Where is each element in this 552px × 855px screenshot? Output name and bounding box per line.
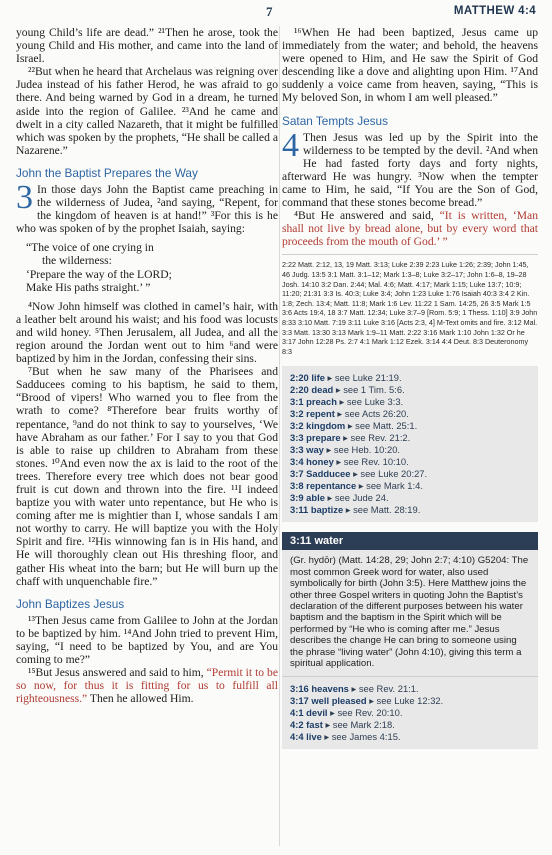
word-study-see: see Rev. 10:10.: [343, 456, 409, 468]
word-study-see: see Luke 12:32.: [376, 695, 444, 707]
word-study-see: see Rev. 21:1.: [358, 683, 419, 695]
arrow-icon: ▸: [327, 707, 338, 719]
word-study-word: preach: [306, 396, 337, 408]
words-of-jesus: “It is written, ‘Man shall not live by bread alone, but by every word that proceeds from the mouth of God.’ ”: [282, 209, 539, 249]
arrow-icon: ▸: [321, 731, 332, 743]
word-study-item: [290, 480, 530, 492]
word-study-see: see Acts 26:20.: [344, 408, 409, 420]
word-study-see: see 1 Tim. 5:6.: [343, 384, 405, 396]
word-study-word: able: [306, 492, 325, 504]
word-study-word: heavens: [311, 683, 349, 695]
word-study-item: [290, 372, 530, 384]
right-column: [282, 26, 538, 749]
word-study-see: see Matt. 28:19.: [353, 504, 421, 516]
word-study-word: kingdom: [306, 420, 346, 432]
word-study-ref: 3:7: [290, 468, 304, 480]
word-study-item: [290, 384, 530, 396]
word-study-item: [290, 444, 530, 456]
arrow-icon: ▸: [340, 432, 351, 444]
chapter-4-opening: [282, 126, 538, 210]
word-study-ref: 3:9: [290, 492, 304, 504]
chapter-number-3: 3: [16, 178, 33, 216]
arrow-icon: ▸: [343, 504, 354, 516]
word-study-ref: 3:8: [290, 480, 304, 492]
verse-3-13: ¹³Then Jesus came from Galilee to John at the Jordan to be baptized by him. ¹⁴And John tried to prevent Him, saying, “I need to be baptized by You, and are You coming to me?”: [16, 613, 278, 667]
arrow-icon: ▸: [324, 372, 335, 384]
word-study-see: see Mark 2:18.: [332, 719, 395, 731]
word-study-ref: 3:17: [290, 695, 309, 707]
verse-4-4: [282, 209, 538, 248]
book-reference: MATTHEW 4:4: [453, 5, 536, 17]
word-study-word: dead: [311, 384, 334, 396]
verse-2-21: young Child’s life are dead.” ²¹Then he arose, took the young Child and His mother, and came into the land of Israel.: [16, 26, 278, 66]
arrow-icon: ▸: [336, 396, 347, 408]
chapter-number-4: 4: [282, 126, 299, 164]
word-study-item: [290, 432, 530, 444]
word-study-item: [290, 396, 530, 408]
word-study-see: see Heb. 10:20.: [333, 444, 401, 456]
word-study-see: see Mark 1:4.: [366, 480, 423, 492]
verse-text: ⁴But He answered and said,: [294, 209, 434, 223]
word-study-item: [290, 456, 530, 468]
verse-3-7: ⁷But when he saw many of the Pharisees and Sadducees coming to his baptism, he said to them, “Brood of vipers! Who warned you to flee from the wrath to come? ⁸Therefore bear fruits worthy of repentance, ⁹and do not think to say to yourselves, ‘We have Abraham as our father.’ For I say to you that God is able to raise up children to Abraham from these stones. ¹⁰And even now the ax is laid to the root of the trees. Therefore every tree which does not bear good fruit is cut down and thrown into the fire. ¹¹I indeed baptize you with water unto repentance, but He who is coming after me is mightier than I, whose sandals I am not worthy to carry. He will baptize you with the Holy Spirit and fire. ¹²His winnowing fan is in His hand, and He will thoroughly clean out His threshing floor, and gather His wheat into the barn; but He will burn up the chaff with unquenchable fire.”: [16, 365, 278, 588]
word-study-ref: 3:3: [290, 444, 304, 456]
arrow-icon: ▸: [322, 719, 333, 731]
word-study-word: life: [311, 372, 325, 384]
poem-line: ‘Prepare the way of the LORD;: [26, 267, 172, 281]
section-heading-john-baptist: John the Baptist Prepares the Way: [16, 165, 198, 180]
word-study-item: [290, 408, 530, 420]
section-heading-john-baptizes: John Baptizes Jesus: [16, 596, 125, 611]
word-study-item: [290, 707, 530, 719]
word-study-ref: 3:16: [290, 683, 309, 695]
verse-text: Then he allowed Him.: [89, 692, 194, 706]
arrow-icon: ▸: [334, 408, 345, 420]
word-study-ref: 3:3: [290, 432, 304, 444]
word-study-word: fast: [306, 719, 323, 731]
word-study-ref: 4:4: [290, 731, 304, 743]
page-number: 7: [266, 4, 273, 19]
arrow-icon: ▸: [333, 384, 344, 396]
word-study-see: see Luke 21:19.: [334, 372, 402, 384]
word-study-see: see Jude 24.: [334, 492, 389, 504]
column-divider: [279, 26, 280, 846]
word-study-word: well pleased: [311, 695, 367, 707]
word-study-item: [290, 468, 530, 480]
word-study-ref: 4:1: [290, 707, 304, 719]
arrow-icon: ▸: [324, 492, 335, 504]
verse-3-4: ⁴Now John himself was clothed in camel’s hair, with a leather belt around his waist; and his food was locusts and wild honey. ⁵Then Jerusalem, all Judea, and all the region around the Jordan went out to him ⁶and were baptized by him in the Jordan, confessing their sins.: [16, 299, 278, 366]
chapter-3-opening: [16, 178, 278, 236]
arrow-icon: ▸: [366, 695, 377, 707]
poem-line: Make His paths straight.’ ”: [26, 280, 151, 294]
word-study-ref: 3:2: [290, 420, 304, 432]
verse-3-16: ¹⁶When He had been baptized, Jesus came up immediately from the water; and behold, the heavens were opened to Him, and He saw the Spirit of God descending like a dove and alighting upon Him. ¹⁷And suddenly a voice came from heaven, saying, “This is My beloved Son, in whom I am well pleased.”: [282, 26, 538, 105]
word-study-item: [290, 695, 530, 707]
isaiah-quote: [26, 241, 278, 293]
arrow-icon: ▸: [333, 456, 344, 468]
word-study-see: see James 4:15.: [331, 731, 401, 743]
word-study-ref: 2:20: [290, 384, 309, 396]
word-study-ref: 3:11: [290, 504, 309, 516]
word-study-word: devil: [306, 707, 328, 719]
verse-3-15: [16, 666, 278, 705]
word-study-word: repent: [306, 408, 335, 420]
word-study-title: 3:11 water: [282, 532, 538, 550]
word-study-item: [290, 731, 530, 743]
verse-2-22: ²²But when he heard that Archelaus was reigning over Judea instead of his father Herod, he was afraid to go there. And being warned by God in a dream, he turned aside into the region of Galilee. ²³And he came and dwelt in a city called Nazareth, that it might be fulfilled which was spoken by the prophets, “He shall be called a Nazarene.”: [16, 65, 278, 157]
arrow-icon: ▸: [356, 480, 367, 492]
word-study-list-2: [282, 676, 538, 749]
word-study-see: see Luke 20:27.: [360, 468, 428, 480]
poem-line: the wilderness:: [42, 254, 112, 268]
word-study-item: [290, 420, 530, 432]
word-study-ref: 3:4: [290, 456, 304, 468]
word-study-word: way: [306, 444, 324, 456]
arrow-icon: ▸: [350, 468, 361, 480]
arrow-icon: ▸: [345, 420, 356, 432]
word-study-body: (Gr. hydōr) (Matt. 14:28, 29; John 2:7; 4:10) G5204: The most common Greek word for water, also used symbolically for birth (John 3:5). Here Matthew joins the other three Gospel writers in quoting John the Baptist’s declaration of the different purposes between his water baptism and the baptism in the Spirit which will be performed by “He who is coming after me.” Jesus describes the change He can bring to someone using the phrase “living water” (John 4:10), giving this term a spiritual application.: [282, 550, 538, 676]
words-of-jesus: “Permit it to be so now, for thus it is fitting for us to fulfill all righteousness.”: [16, 666, 278, 706]
word-study-ref: 3:2: [290, 408, 304, 420]
verse-3-1: In those days John the Baptist came preaching in the wilderness of Judea, ²and saying, “Repent, for the kingdom of heaven is at hand!” ³For this is he who was spoken of by the prophet Isaiah, saying:: [16, 182, 278, 236]
section-heading-satan-tempts: Satan Tempts Jesus: [282, 113, 389, 128]
word-study-word: honey: [306, 456, 334, 468]
word-study-word: baptize: [310, 504, 344, 516]
word-study-item: [290, 719, 530, 731]
word-study-ref: 4:2: [290, 719, 304, 731]
page-header: [0, 0, 552, 22]
arrow-icon: ▸: [348, 683, 359, 695]
word-study-item: [290, 492, 530, 504]
word-study-word: Sadducee: [306, 468, 351, 480]
word-study-word: repentance: [306, 480, 357, 492]
word-study-word: live: [306, 731, 322, 743]
word-study-see: see Luke 3:3.: [346, 396, 404, 408]
word-study-ref: 3:1: [290, 396, 304, 408]
word-study-item: [290, 504, 530, 516]
verse-4-1: Then Jesus was led up by the Spirit into the wilderness to be tempted by the devil. ²And when He had fasted forty days and forty nights, afterward He was hungry. ³Now when the tempter came to Him, he said, “If You are the Son of God, command that these stones become bread.”: [282, 130, 538, 210]
verse-text: ¹⁵But Jesus answered and said to him,: [28, 666, 204, 680]
word-study-word: prepare: [306, 432, 341, 444]
word-study-list: [282, 366, 538, 522]
word-study-item: [290, 683, 530, 695]
cross-references: 2:22 Matt. 2:12, 13, 19 Matt. 3:13; Luke 2:39 2:23 Luke 1:26; 2:39; John 1:45, 46 Judg. 13:5 3:1 Matt. 3:1–12; Mark 1:3–8; Luke 3:2–17; John 1:6–8, 19–28 Josh. 14:10 3:2 Dan. 2:44; Mal. 4:6; Matt. 4:17; Mark 1:15; Luke 13:7; 10:9; 11:20; 21:31 3:3 Is. 40:3; Luke 3:4; John 1:23 Luke 1:76 Isaiah 40:3 3:4 2 Kin. 1:8; Zech. 13:4; Matt. 11:8; Mark 1:6 Lev. 11:22 1 Sam. 14:25, 26 3:5 Mark 1:5 3:6 Acts 19:4, 18 3:7 Matt. 12:34; Luke 3:7–9 [Rom. 5:9; 1 Thess. 1:10] 3:9 John 8:33 3:10 Matt. 7:19 3:11 Luke 3:16 [Acts 2:3, 4] M-Text omits and fire. 3:12 Mal. 3:3 Matt. 13:30 3:13 Mark 1:9–11 Matt. 2:22 3:16 Mark 1:10 John 1:32 Or he 3:17 John 12:28 Ps. 2:7 4:1 Mark 1:12 Ezek. 3:14 4:4 Deut. 8:3 Deuteronomy 8:3: [282, 254, 538, 356]
word-study-see: see Rev. 21:2.: [350, 432, 411, 444]
word-study-ref: 2:20: [290, 372, 309, 384]
word-study-see: see Rev. 20:10.: [337, 707, 403, 719]
arrow-icon: ▸: [323, 444, 334, 456]
word-study-see: see Matt. 25:1.: [355, 420, 418, 432]
poem-line: “The voice of one crying in: [26, 241, 154, 255]
left-column: [16, 26, 278, 705]
